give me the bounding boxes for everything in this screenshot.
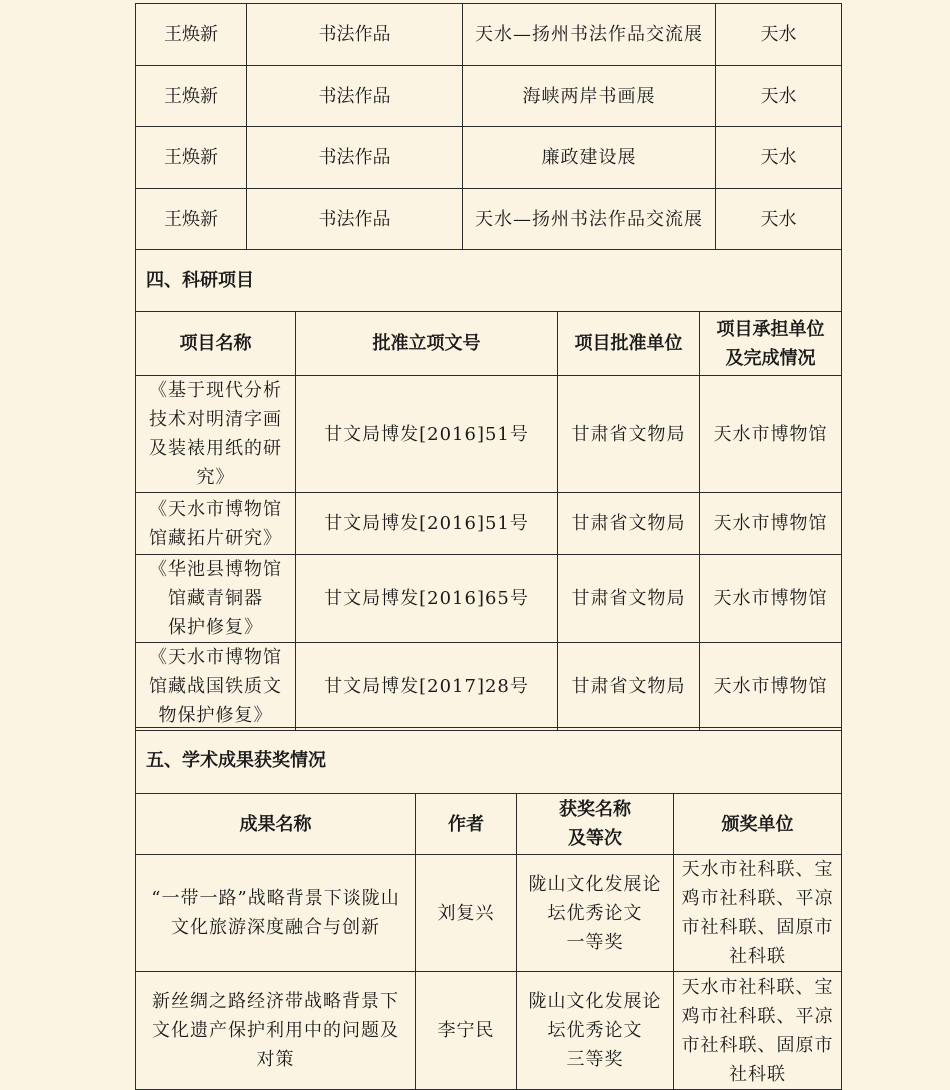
- exhibitor-name: 王焕新: [136, 4, 247, 66]
- undertaker: 天水市博物馆: [700, 493, 842, 555]
- undertaker: 天水市博物馆: [700, 376, 842, 493]
- column-header: 获奖名称 及等次: [517, 794, 674, 855]
- exhibition-location: 天水: [716, 66, 842, 127]
- column-header: 项目批准单位: [558, 312, 700, 376]
- undertaker: 天水市博物馆: [700, 643, 842, 731]
- table-row: [136, 972, 842, 1090]
- research-header-row: [136, 312, 842, 376]
- exhibition-name: 海峡两岸书画展: [463, 66, 716, 127]
- table-row: [136, 855, 842, 972]
- section-title: 五、学术成果获奖情况: [136, 728, 842, 794]
- project-name: 《天水市博物馆 馆藏拓片研究》: [136, 493, 296, 555]
- approval-doc-number: 甘文局博发[2016]65号: [296, 555, 558, 643]
- research-section-row: [136, 250, 842, 312]
- exhibition-name: 廉政建设展: [463, 127, 716, 189]
- table-row: [136, 376, 842, 493]
- exhibition-name: 天水—扬州书法作品交流展: [463, 189, 716, 250]
- approver: 甘肃省文物局: [558, 376, 700, 493]
- award-name: 陇山文化发展论 坛优秀论文 一等奖: [517, 855, 674, 972]
- approver: 甘肃省文物局: [558, 555, 700, 643]
- work-type: 书法作品: [247, 4, 463, 66]
- approver: 甘肃省文物局: [558, 493, 700, 555]
- exhibitor-name: 王焕新: [136, 127, 247, 189]
- result-title: 新丝绸之路经济带战略背景下 文化遗产保护利用中的问题及 对策: [136, 972, 416, 1090]
- table-row: [136, 189, 842, 250]
- author: 李宁民: [416, 972, 517, 1090]
- approval-doc-number: 甘文局博发[2016]51号: [296, 376, 558, 493]
- table-row: [136, 493, 842, 555]
- approval-doc-number: 甘文局博发[2017]28号: [296, 643, 558, 731]
- award-name: 陇山文化发展论 坛优秀论文 三等奖: [517, 972, 674, 1090]
- project-name: 《天水市博物馆 馆藏战国铁质文 物保护修复》: [136, 643, 296, 731]
- result-title: “一带一路”战略背景下谈陇山 文化旅游深度融合与创新: [136, 855, 416, 972]
- exhibitor-name: 王焕新: [136, 189, 247, 250]
- table-row: [136, 643, 842, 731]
- exhibition-table: [135, 3, 842, 250]
- section-title: 四、科研项目: [136, 250, 842, 312]
- work-type: 书法作品: [247, 189, 463, 250]
- column-header: 作者: [416, 794, 517, 855]
- awards-header-row: [136, 794, 842, 855]
- column-header: 颁奖单位: [674, 794, 842, 855]
- work-type: 书法作品: [247, 127, 463, 189]
- exhibition-location: 天水: [716, 189, 842, 250]
- column-header: 成果名称: [136, 794, 416, 855]
- undertaker: 天水市博物馆: [700, 555, 842, 643]
- research-table: [135, 249, 842, 731]
- table-row: [136, 555, 842, 643]
- project-name: 《基于现代分析 技术对明清字画 及装裱用纸的研 究》: [136, 376, 296, 493]
- exhibition-location: 天水: [716, 4, 842, 66]
- approval-doc-number: 甘文局博发[2016]51号: [296, 493, 558, 555]
- column-header: 项目承担单位 及完成情况: [700, 312, 842, 376]
- awards-section-row: [136, 728, 842, 794]
- issuer: 天水市社科联、宝 鸡市社科联、平凉 市社科联、固原市 社科联: [674, 972, 842, 1090]
- exhibitor-name: 王焕新: [136, 66, 247, 127]
- table-row: [136, 66, 842, 127]
- approver: 甘肃省文物局: [558, 643, 700, 731]
- awards-table: [135, 727, 842, 1090]
- author: 刘复兴: [416, 855, 517, 972]
- exhibition-name: 天水—扬州书法作品交流展: [463, 4, 716, 66]
- table-row: [136, 127, 842, 189]
- work-type: 书法作品: [247, 66, 463, 127]
- project-name: 《华池县博物馆 馆藏青铜器 保护修复》: [136, 555, 296, 643]
- table-row: [136, 4, 842, 66]
- exhibition-location: 天水: [716, 127, 842, 189]
- column-header: 项目名称: [136, 312, 296, 376]
- column-header: 批准立项文号: [296, 312, 558, 376]
- issuer: 天水市社科联、宝 鸡市社科联、平凉 市社科联、固原市 社科联: [674, 855, 842, 972]
